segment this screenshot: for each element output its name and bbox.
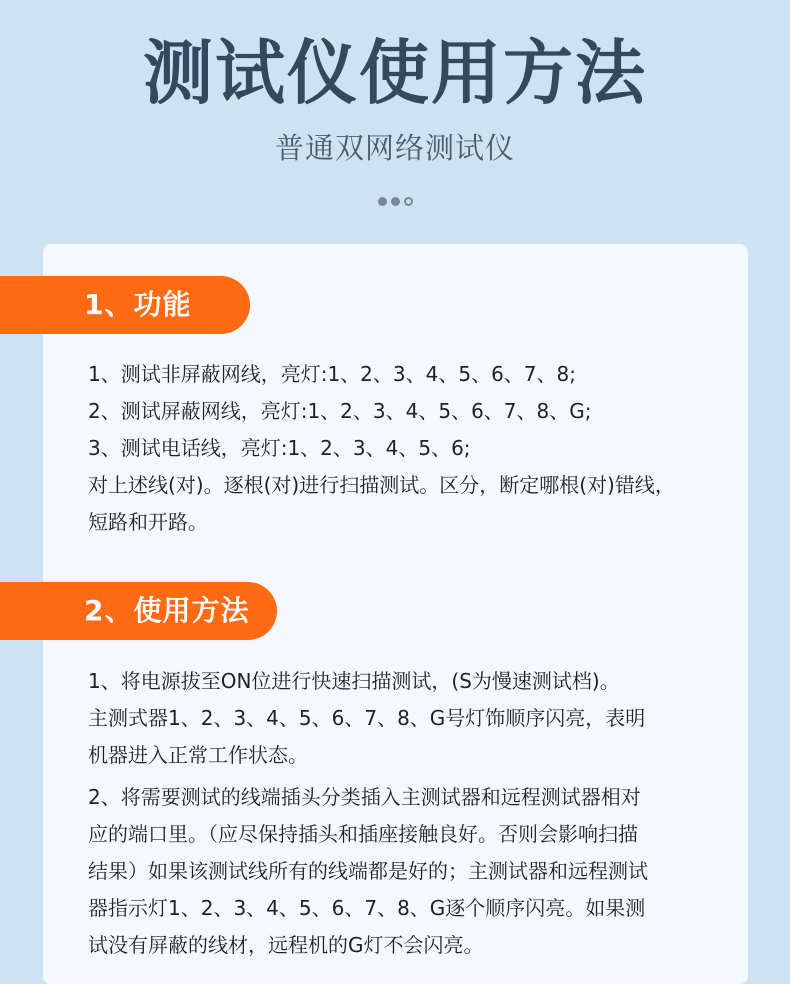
carousel-dots [0,196,790,206]
text-line: 应的端口里。（应尽保持插头和插座接触良好。否则会影响扫描 [88,822,638,846]
text-line: 器指示灯1、2、3、4、5、6、7、8、G逐个顺序闪亮。如果测 [88,896,646,920]
dot-indicator [391,197,400,206]
text-line: 3、测试电话线，亮灯:1、2、3、4、5、6; [88,436,471,460]
page-subtitle: 普通双网络测试仪 [274,131,515,165]
text-line: 结果）如果该测试线所有的线端都是好的；主测试器和远程测试 [88,859,648,883]
section-body-function [88,356,728,541]
page-title: 测试仪使用方法 [143,32,647,114]
text-line: 机器进入正常工作状态。 [88,743,308,767]
dot-indicator [378,197,387,206]
text-line: 2、将需要测试的线端插头分类插入主测试器和远程测试器相对 [88,785,641,809]
text-line: 短路和开路。 [88,510,208,534]
section-heading-function: 1、功能 [0,276,250,334]
text-line: 1、将电源拔至ON位进行快速扫描测试，(S为慢速测试档)。 [88,669,620,693]
text-line: 主测式器1、2、3、4、5、6、7、8、G号灯饰顺序闪亮，表明 [88,706,646,730]
dot-indicator-active [404,197,413,206]
text-line: 试没有屏蔽的线材，远程机的G灯不会闪亮。 [88,933,484,957]
text-line: 2、测试屏蔽网线，亮灯:1、2、3、4、5、6、7、8、G; [88,399,592,423]
section-heading-usage: 2、使用方法 [0,582,277,640]
section-body-usage [88,663,728,964]
text-line: 对上述线(对)。逐根(对)进行扫描测试。区分，断定哪根(对)错线， [88,473,675,497]
text-line: 1、测试非屏蔽网线，亮灯:1、2、3、4、5、6、7、8; [88,362,576,386]
